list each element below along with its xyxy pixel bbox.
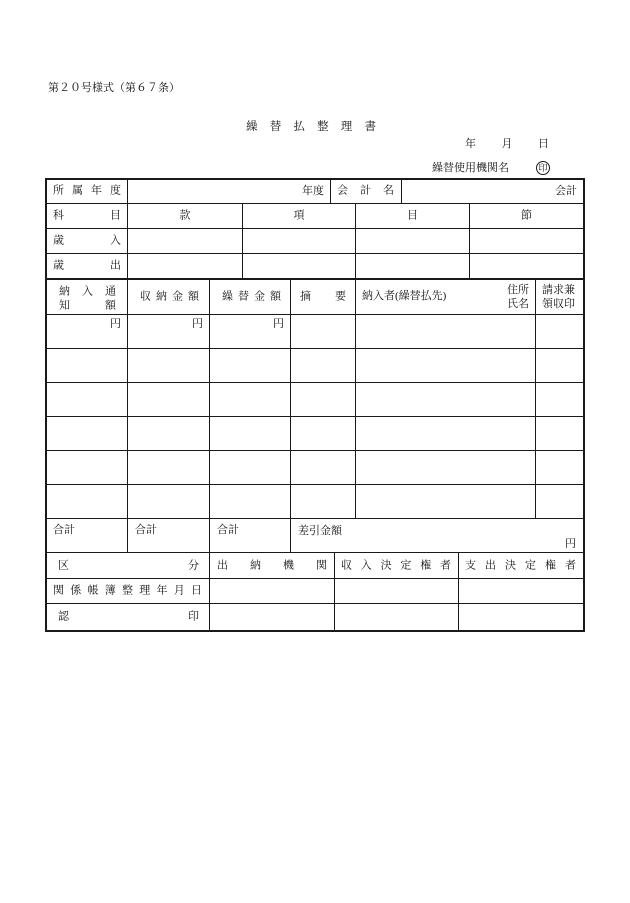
expenditure-authority-header-cell xyxy=(459,553,584,579)
revenue-kou-cell xyxy=(243,229,356,254)
expenditure-label-cell xyxy=(46,254,128,279)
revenue-authority-header: 収 入 決 定 権 者 xyxy=(341,559,451,571)
ledger-row-4-advance-amount-cell xyxy=(210,417,291,451)
ledger-row-4-notice-amount-cell xyxy=(46,417,128,451)
budget-col-setsu: 節 xyxy=(521,209,532,222)
notice-amount-header-line1: 納 入 通 xyxy=(59,285,116,298)
ledger-row-3-summary-cell xyxy=(291,383,356,417)
ledger-row-4-received-amount-cell xyxy=(128,417,210,451)
advance-amount-header-cell xyxy=(210,279,291,315)
notice-amount-yen-unit: 円 xyxy=(110,318,121,330)
account-name-label: 会 計 名 xyxy=(337,184,394,197)
expenditure-moku-cell xyxy=(356,254,470,279)
ledger-row-4-summary-cell xyxy=(291,417,356,451)
fiscal-year-label-cell xyxy=(46,179,128,204)
account-suffix: 会計 xyxy=(555,185,577,197)
advance-amount-header: 繰 替 金 額 xyxy=(222,290,281,302)
account-name-value-cell xyxy=(402,179,584,204)
payer-header-cell xyxy=(356,279,536,315)
ledger-row-5-summary-cell xyxy=(291,451,356,485)
receipt-seal-header-line1: 請求兼 xyxy=(542,284,575,296)
document-title: 繰 替 払 整 理 書 xyxy=(246,121,376,133)
ledger-row-5-receipt-seal-cell xyxy=(536,451,584,485)
ledger-row-2-payer-cell xyxy=(356,349,536,383)
budget-col-setsu-cell xyxy=(470,204,584,229)
advance-total-label: 合計 xyxy=(217,524,239,536)
difference-unit: 円 xyxy=(565,538,576,550)
date-label: 年 月 日 xyxy=(465,138,549,150)
ledger-row-1-summary-cell xyxy=(291,315,356,349)
ledger-row-6-received-amount-cell xyxy=(128,485,210,519)
fiscal-year-label: 所 属 年 度 xyxy=(53,184,121,197)
ledger-row-4-payer-cell xyxy=(356,417,536,451)
ledger-date-revenue-cell xyxy=(335,579,459,604)
ledger-row-2-summary-cell xyxy=(291,349,356,383)
ledger-row-4-receipt-seal-cell xyxy=(536,417,584,451)
advance-amount-yen-unit: 円 xyxy=(273,318,284,330)
budget-col-kou: 項 xyxy=(293,209,305,222)
budget-col-moku: 目 xyxy=(407,209,418,222)
treasury-header-cell xyxy=(210,553,335,579)
ledger-row-2-advance-amount-cell xyxy=(210,349,291,383)
ledger-row-1-notice-amount-cell xyxy=(46,315,128,349)
revenue-label: 歳 入 xyxy=(53,234,121,247)
received-amount-header-cell xyxy=(128,279,210,315)
budget-col-kan-cell xyxy=(128,204,243,229)
fiscal-year-suffix: 年度 xyxy=(302,185,324,197)
ledger-row-1-receipt-seal-cell xyxy=(536,315,584,349)
ledger-row-2-received-amount-cell xyxy=(128,349,210,383)
approval-seal-treasury-cell xyxy=(210,604,335,631)
summary-header-cell xyxy=(291,279,356,315)
expenditure-kan-cell xyxy=(128,254,243,279)
subject-label-cell xyxy=(46,204,128,229)
approval-seal-label-cell xyxy=(46,604,210,631)
payer-name-label: 氏名 xyxy=(507,298,529,310)
ledger-row-6-summary-cell xyxy=(291,485,356,519)
ledger-row-1-received-amount-cell xyxy=(128,315,210,349)
expenditure-kou-cell xyxy=(243,254,356,279)
expenditure-setsu-cell xyxy=(470,254,584,279)
ledger-date-label: 関係帳簿整理年月日 xyxy=(53,584,202,597)
ledger-row-6-notice-amount-cell xyxy=(46,485,128,519)
expenditure-authority-header: 支 出 決 定 権 者 xyxy=(465,559,576,571)
revenue-authority-header-cell xyxy=(335,553,459,579)
payer-address-label: 住所 xyxy=(507,284,529,296)
notice-total-label: 合計 xyxy=(53,524,75,536)
receipt-seal-header-line2: 領収印 xyxy=(542,298,575,310)
ledger-row-5-notice-amount-cell xyxy=(46,451,128,485)
advance-total-cell xyxy=(210,519,291,553)
ledger-row-6-advance-amount-cell xyxy=(210,485,291,519)
receipt-seal-header-cell xyxy=(536,279,584,315)
received-total-label: 合計 xyxy=(135,524,157,536)
treasury-header: 出 納 機 関 xyxy=(217,559,327,571)
form-number: 第２０号様式（第６７条） xyxy=(48,82,180,94)
ledger-row-1-advance-amount-cell xyxy=(210,315,291,349)
ledger-row-2-notice-amount-cell xyxy=(46,349,128,383)
received-total-cell xyxy=(128,519,210,553)
ledger-row-3-notice-amount-cell xyxy=(46,383,128,417)
expenditure-label: 歳 出 xyxy=(53,259,121,272)
budget-col-moku-cell xyxy=(356,204,470,229)
summary-header: 摘 要 xyxy=(300,290,346,302)
received-amount-header: 収 納 金 額 xyxy=(140,290,199,302)
ledger-row-1-payer-cell xyxy=(356,315,536,349)
ledger-date-expenditure-cell xyxy=(459,579,584,604)
notice-amount-header-line2: 知 額 xyxy=(59,299,116,312)
revenue-label-cell xyxy=(46,229,128,254)
budget-col-kou-cell xyxy=(243,204,356,229)
fiscal-year-value-cell xyxy=(128,179,331,204)
ledger-row-3-receipt-seal-cell xyxy=(536,383,584,417)
ledger-date-label-cell xyxy=(46,579,210,604)
ledger-row-5-payer-cell xyxy=(356,451,536,485)
payer-header: 納入者(繰替払先) xyxy=(362,290,447,302)
revenue-kan-cell xyxy=(128,229,243,254)
ledger-row-3-payer-cell xyxy=(356,383,536,417)
subject-label: 科 目 xyxy=(53,209,121,222)
ledger-row-6-payer-cell xyxy=(356,485,536,519)
ledger-row-3-advance-amount-cell xyxy=(210,383,291,417)
notice-amount-header-cell xyxy=(46,279,128,315)
revenue-setsu-cell xyxy=(470,229,584,254)
agency-label: 繰替使用機関名 xyxy=(432,162,509,174)
ledger-row-2-receipt-seal-cell xyxy=(536,349,584,383)
category-header-cell xyxy=(46,553,210,579)
notice-total-cell xyxy=(46,519,128,553)
seal-mark-icon: 印 xyxy=(536,161,550,175)
ledger-row-3-received-amount-cell xyxy=(128,383,210,417)
approval-seal-expenditure-cell xyxy=(459,604,584,631)
approval-seal-label: 認 印 xyxy=(58,610,199,623)
ledger-row-5-received-amount-cell xyxy=(128,451,210,485)
account-name-label-cell xyxy=(331,179,402,204)
revenue-moku-cell xyxy=(356,229,470,254)
ledger-row-5-advance-amount-cell xyxy=(210,451,291,485)
ledger-row-6-receipt-seal-cell xyxy=(536,485,584,519)
difference-amount-label: 差引金額 xyxy=(298,525,342,537)
category-header: 区 分 xyxy=(58,559,199,571)
ledger-date-treasury-cell xyxy=(210,579,335,604)
approval-seal-revenue-cell xyxy=(335,604,459,631)
received-amount-yen-unit: 円 xyxy=(192,318,203,330)
budget-col-kan: 款 xyxy=(179,209,191,222)
difference-amount-cell xyxy=(291,519,584,553)
